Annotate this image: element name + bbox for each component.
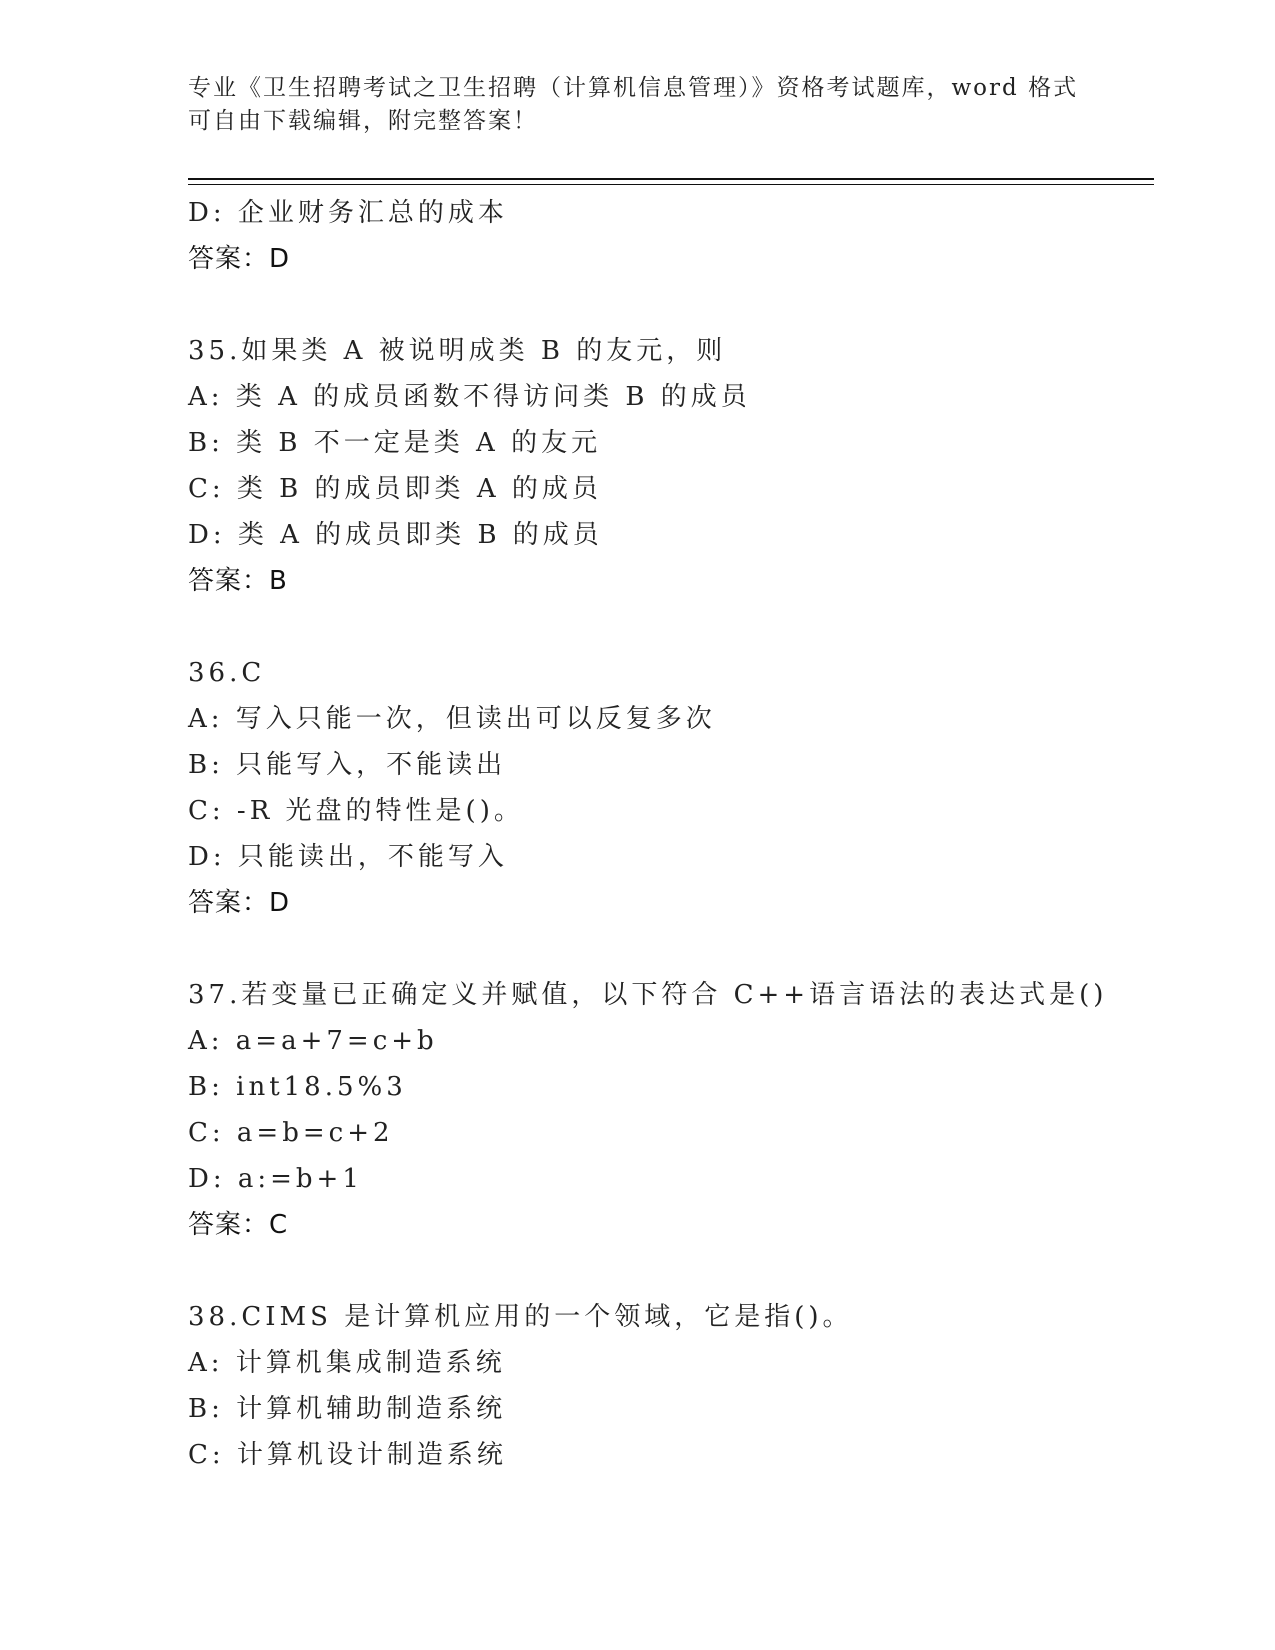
question-text: 37.若变量已正确定义并赋值，以下符合 C++语言语法的表达式是() xyxy=(188,980,1108,1010)
option-a: A: 类 A 的成员函数不得访问类 B 的成员 xyxy=(188,382,751,412)
option-b: B: 类 B 不一定是类 A 的友元 xyxy=(188,428,602,458)
question-block-37 xyxy=(188,972,1168,1248)
option-c: C: 计算机设计制造系统 xyxy=(188,1440,507,1470)
answer-line: 答案：C xyxy=(188,1210,289,1240)
question-block-35 xyxy=(188,328,1168,604)
option-d: D: 企业财务汇总的成本 xyxy=(188,198,508,228)
spacer xyxy=(188,1248,1168,1294)
question-block-38 xyxy=(188,1294,1168,1478)
header-divider-thin xyxy=(188,184,1154,185)
answer-line: 答案：D xyxy=(188,888,291,918)
header-divider-thick xyxy=(188,178,1154,180)
option-c: C: -R 光盘的特性是()。 xyxy=(188,796,524,826)
question-block-36 xyxy=(188,650,1168,926)
option-b: B: int18.5%3 xyxy=(188,1072,407,1102)
answer-line: 答案：D xyxy=(188,244,291,274)
option-d: D: a:=b+1 xyxy=(188,1164,363,1194)
option-d: D: 只能读出，不能写入 xyxy=(188,842,508,872)
question-text: 38.CIMS 是计算机应用的一个领域，它是指()。 xyxy=(188,1302,853,1332)
spacer xyxy=(188,282,1168,328)
option-b: B: 计算机辅助制造系统 xyxy=(188,1394,507,1424)
question-list xyxy=(188,190,1168,1478)
question-text: 35.如果类 A 被说明成类 B 的友元，则 xyxy=(188,336,727,366)
option-b: B: 只能写入，不能读出 xyxy=(188,750,507,780)
question-text: 36.C xyxy=(188,658,266,688)
answer-line: 答案：B xyxy=(188,566,288,596)
document-header xyxy=(188,72,1088,138)
header-line-1: 专业《卫生招聘考试之卫生招聘（计算机信息管理）》资格考试题库，word 格式 xyxy=(188,75,1079,101)
option-a: A: 写入只能一次，但读出可以反复多次 xyxy=(188,704,716,734)
spacer xyxy=(188,926,1168,972)
option-a: A: 计算机集成制造系统 xyxy=(188,1348,506,1378)
option-c: C: 类 B 的成员即类 A 的成员 xyxy=(188,474,602,504)
option-c: C: a=b=c+2 xyxy=(188,1118,394,1148)
option-d: D: 类 A 的成员即类 B 的成员 xyxy=(188,520,603,550)
spacer xyxy=(188,604,1168,650)
header-line-2: 可自由下载编辑，附完整答案！ xyxy=(188,108,538,134)
option-a: A: a=a+7=c+b xyxy=(188,1026,438,1056)
